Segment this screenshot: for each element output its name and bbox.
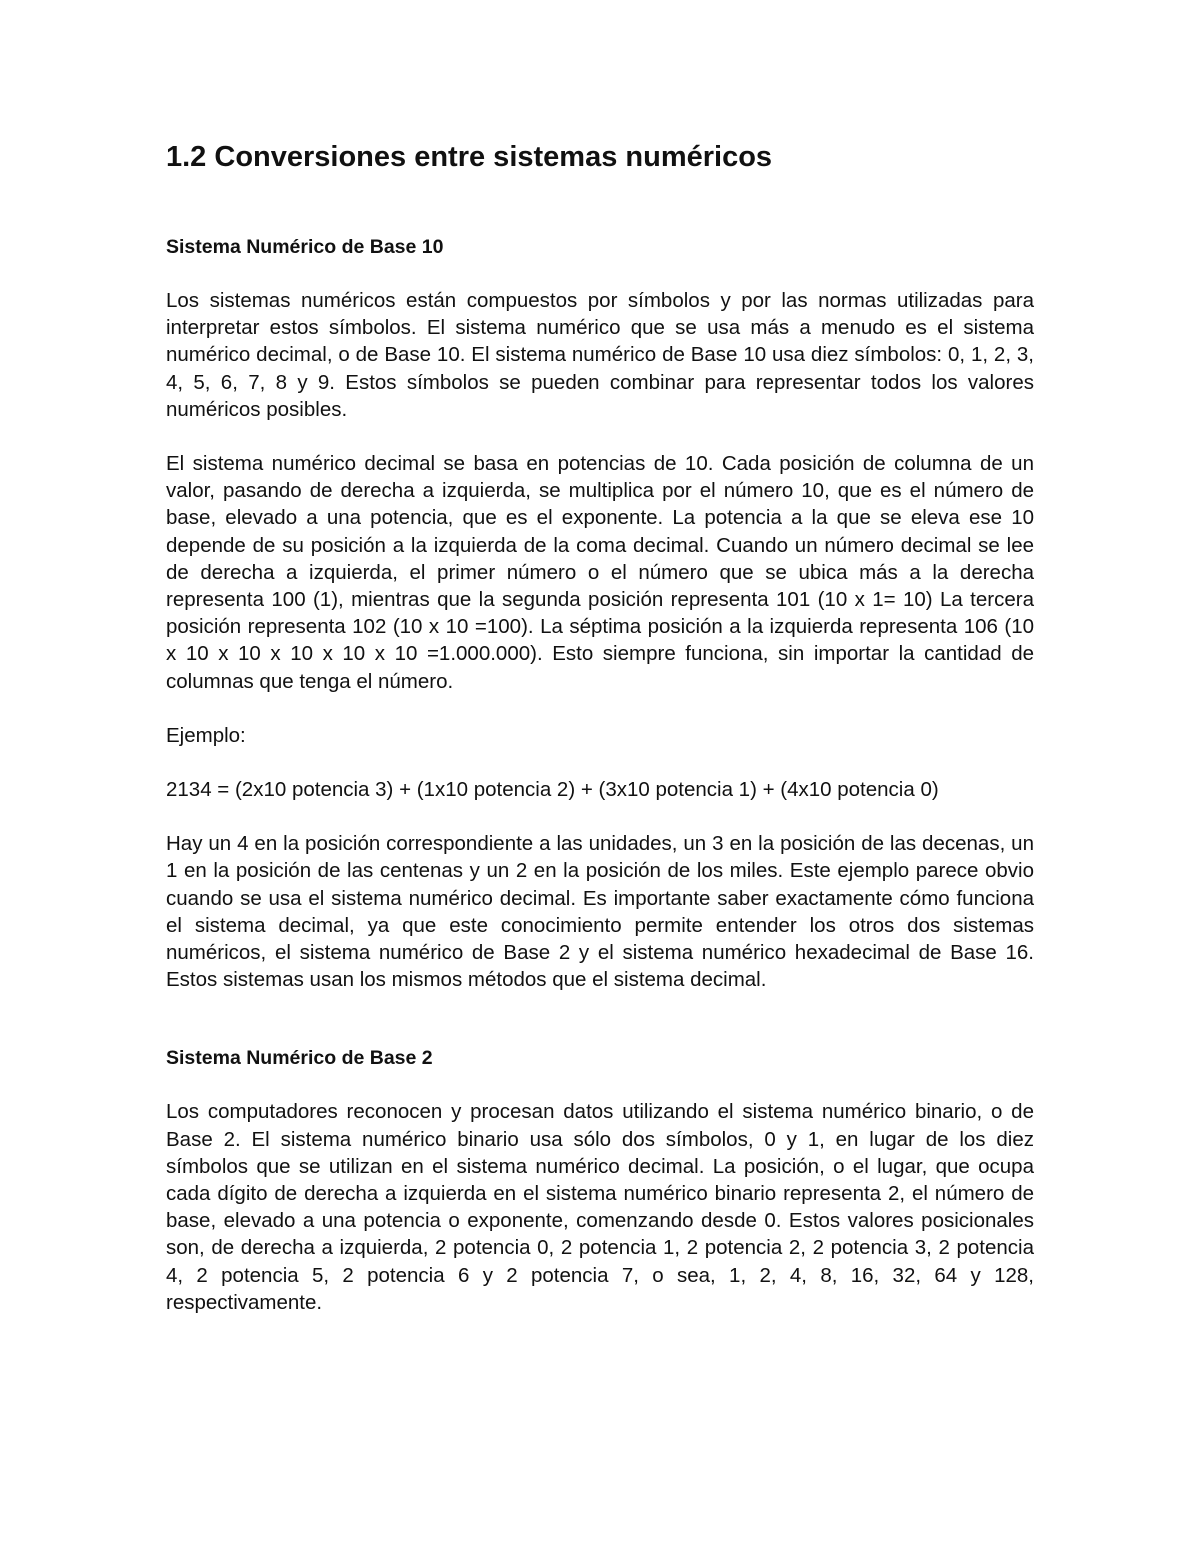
paragraph-base10-explanation: Hay un 4 en la posición correspondiente a las unidades, un 3 en la posición de las decenas, un 1 en la posición de las centenas y un 2 en la posición de los miles. Este ejemplo parece obvio cuando se usa el sistema numérico decimal. Es importante saber exactamente cómo funciona el sistema decimal, ya que este conocimiento permite entender los otros dos sistemas numéricos, el sistema numérico de Base 2 y el sistema numérico hexadecimal de Base 16. Estos sistemas usan los mismos métodos que el sistema decimal.	[166, 832, 1034, 992]
paragraph-base2-intro: Los computadores reconocen y procesan datos utilizando el sistema numérico binario, o de Base 2. El sistema numérico binario usa sólo dos símbolos, 0 y 1, en lugar de los diez símbolos que se utilizan en el sistema numérico decimal. La posición, o el lugar, que ocupa cada dígito de derecha a izquierda en el sistema numérico binario representa 2, el número de base, elevado a una potencia o exponente, comenzando desde 0. Estos valores posicionales son, de derecha a izquierda, 2 potencia 0, 2 potencia 1, 2 potencia 2, 2 potencia 3, 2 potencia 4, 2 potencia 5, 2 potencia 6 y 2 potencia 7, o sea, 1, 2, 4, 8, 16, 32, 64 y 128, respectivamente.	[166, 1100, 1034, 1314]
page-title: 1.2 Conversiones entre sistemas numéricos	[166, 141, 773, 173]
section-heading-base-10: Sistema Numérico de Base 10	[166, 236, 444, 258]
document-page	[166, 138, 1034, 1343]
paragraph-example-formula: 2134 = (2x10 potencia 3) + (1x10 potencia 2) + (3x10 potencia 1) + (4x10 potencia 0)	[166, 778, 939, 802]
paragraph-base10-intro: Los sistemas numéricos están compuestos por símbolos y por las normas utilizadas para interpretar estos símbolos. El sistema numérico que se usa más a menudo es el sistema numérico decimal, o de Base 10. El sistema numérico de Base 10 usa diez símbolos: 0, 1, 2, 3, 4, 5, 6, 7, 8 y 9. Estos símbolos se pueden combinar para representar todos los valores numéricos posibles.	[166, 289, 1034, 421]
section-heading-base-2: Sistema Numérico de Base 2	[166, 1047, 433, 1070]
paragraph-example-label: Ejemplo:	[166, 723, 246, 747]
paragraph-base10-powers: El sistema numérico decimal se basa en potencias de 10. Cada posición de columna de un valor, pasando de derecha a izquierda, se multiplica por el número 10, que es el número de base, elevado a una potencia, que es el exponente. La potencia a la que se eleva ese 10 depende de su posición a la izquierda de la coma decimal. Cuando un número decimal se lee de derecha a izquierda, el primer número o el número que se ubica más a la derecha representa 100 (1), mientras que la segunda posición representa 101 (10 x 1= 10) La tercera posición representa 102 (10 x 10 =100). La séptima posición a la izquierda representa 106 (10 x 10 x 10 x 10 x 10 x 10 =1.000.000). Esto siempre funciona, sin importar la cantidad de columnas que tenga el número.	[166, 452, 1034, 693]
